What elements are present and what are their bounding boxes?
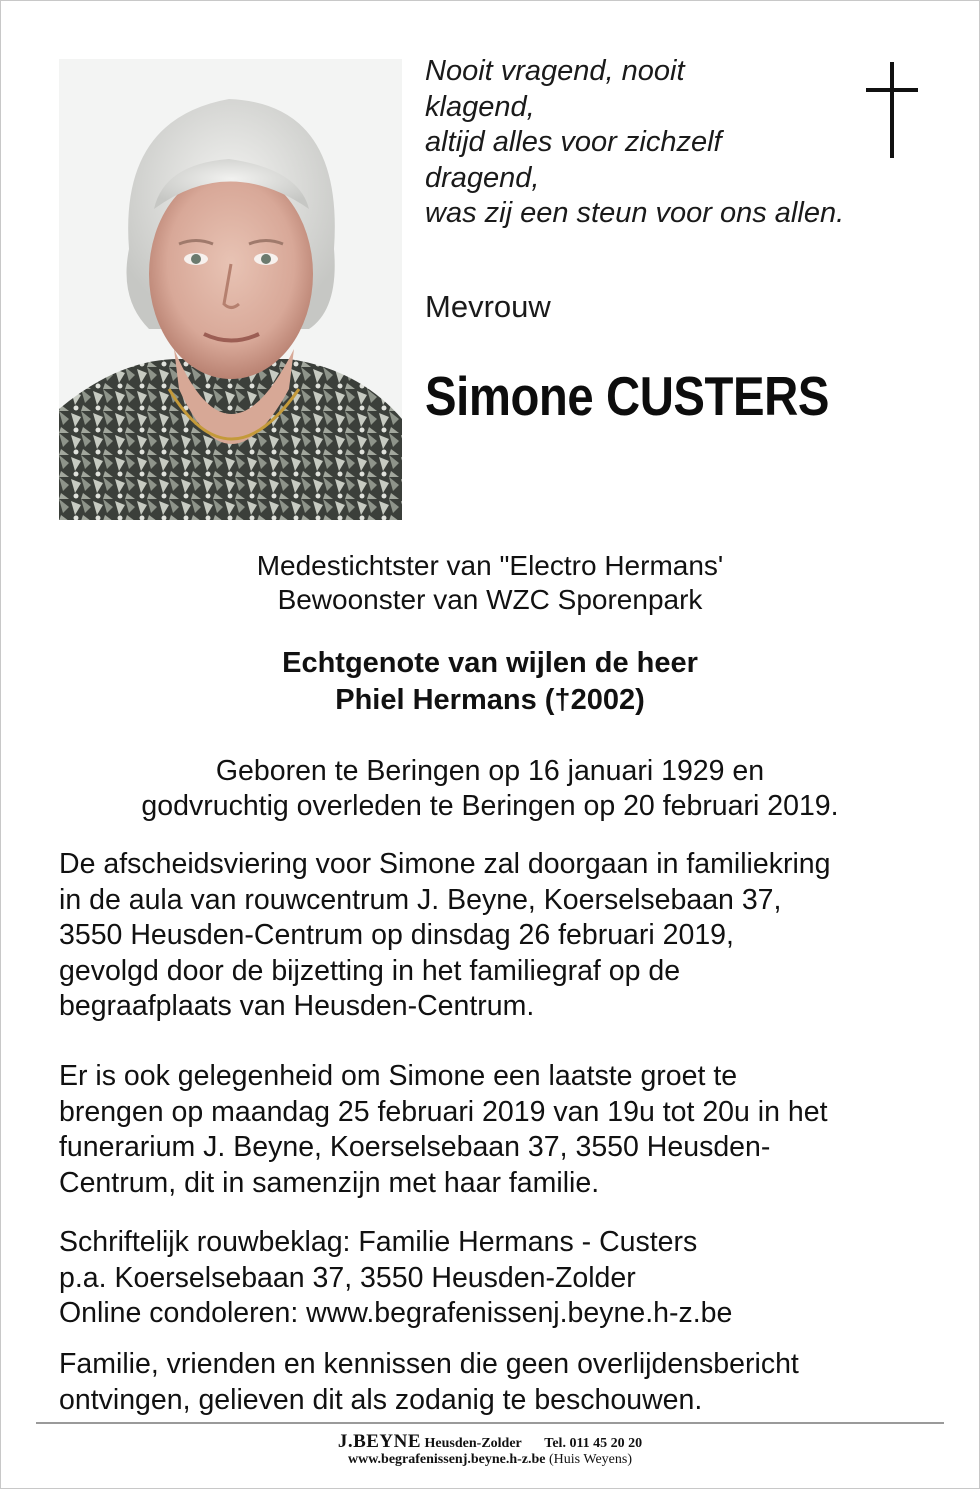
deceased-name: Simone CUSTERS xyxy=(425,365,829,427)
role-line: Medestichtster van "Electro Hermans' xyxy=(256,550,724,581)
footer-web xyxy=(0,1452,980,1468)
roles xyxy=(0,549,980,617)
paragraph-line: ontvingen, gelieven dit als zodanig te beschouwen. xyxy=(59,1383,703,1416)
title-prefix: Mevrouw xyxy=(425,289,551,324)
spouse-info xyxy=(0,645,980,719)
paragraph-line: Centrum, dit in samenzijn met haar familie. xyxy=(59,1166,600,1199)
paragraph-line: begraafplaats van Heusden-Centrum. xyxy=(59,990,535,1022)
funeral-home-brand: J.BEYNE xyxy=(337,1431,422,1452)
footer-divider xyxy=(36,1422,944,1424)
paragraph-line: in de aula van rouwcentrum J. Beyne, Koerselsebaan 37, xyxy=(59,883,782,916)
birth-death-info xyxy=(0,754,980,824)
spouse-line: Echtgenote van wijlen de heer xyxy=(282,647,698,679)
poem xyxy=(425,54,865,232)
spouse-line: Phiel Hermans (†2002) xyxy=(335,684,645,716)
paragraph-line: De afscheidsviering voor Simone zal doorgaan in familiekring xyxy=(59,848,831,880)
closing-paragraph xyxy=(59,1347,939,1418)
condolences-paragraph xyxy=(59,1225,939,1332)
paragraph-line: brengen op maandag 25 februari 2019 van 19u tot 20u in het xyxy=(59,1095,828,1128)
funeral-home-location: Heusden-Zolder xyxy=(424,1436,522,1451)
role-line: Bewoonster van WZC Sporenpark xyxy=(277,584,703,615)
paragraph-line: gevolgd door de bijzetting in het familiegraf op de xyxy=(59,954,681,987)
birth-death-line: Geboren te Beringen op 16 januari 1929 en xyxy=(215,755,765,787)
birth-death-line: godvruchtig overleden te Beringen op 20 februari 2019. xyxy=(141,790,839,822)
funeral-home-website[interactable]: www.begrafenissenj.beyne.h-z.be xyxy=(347,1452,546,1467)
paragraph-line: Familie, vrienden en kennissen die geen overlijdensbericht xyxy=(59,1348,799,1380)
poem-line: Nooit vragend, nooit xyxy=(425,55,685,87)
cross-icon xyxy=(862,62,922,160)
visitation-paragraph xyxy=(59,1059,939,1201)
ceremony-paragraph xyxy=(59,847,939,1025)
poem-line: altijd alles voor zichzelf xyxy=(425,126,722,158)
paragraph-line: funerarium J. Beyne, Koerselsebaan 37, 3550 Heusden- xyxy=(59,1131,771,1163)
paragraph-line: Er is ook gelegenheid om Simone een laatste groet te xyxy=(59,1060,738,1092)
footer-contact xyxy=(0,1431,980,1453)
poem-line: klagend, xyxy=(425,90,535,123)
paragraph-line: 3550 Heusden-Centrum op dinsdag 26 februari 2019, xyxy=(59,919,734,951)
paragraph-line: p.a. Koerselsebaan 37, 3550 Heusden-Zolder xyxy=(59,1261,636,1294)
poem-line: was zij een steun voor ons allen. xyxy=(425,197,845,229)
funeral-home-phone: Tel. 011 45 20 20 xyxy=(544,1436,643,1451)
paragraph-line: Schriftelijk rouwbeklag: Familie Hermans - Custers xyxy=(59,1226,698,1258)
condolence-website-link[interactable]: Online condoleren: www.begrafenissenj.beyne.h-z.be xyxy=(59,1297,733,1329)
poem-line: dragend, xyxy=(425,161,540,194)
funeral-home-note: (Huis Weyens) xyxy=(549,1452,633,1467)
portrait-photo xyxy=(59,59,402,520)
